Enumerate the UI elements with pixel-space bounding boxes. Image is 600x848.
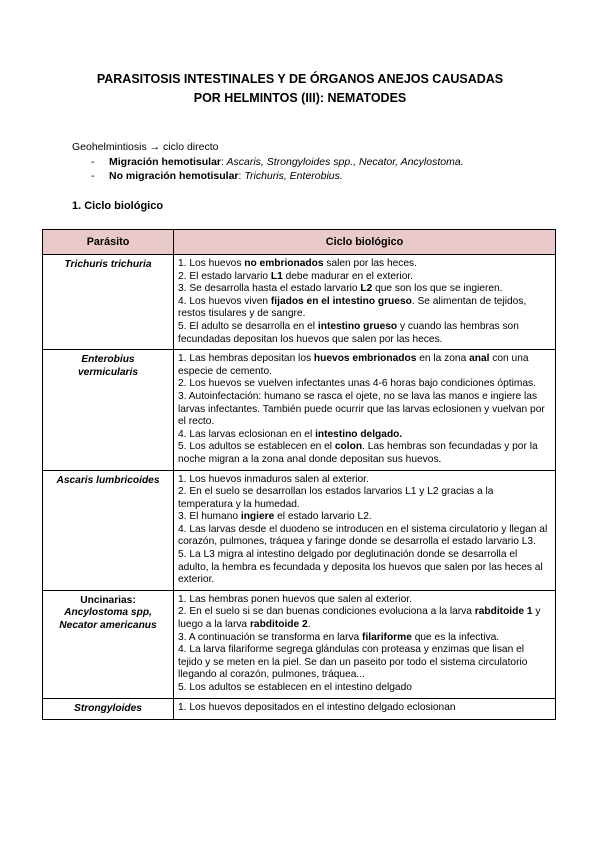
document-title [0,70,600,108]
cycle-step-text: salen por las heces. [323,258,417,269]
bullet-dash: - [91,170,95,182]
cycle-step-text: 3. Autoinfectación: humano se rasca el ojete, no se lava las manos e ingiere las larvas infectantes. También puede ocurrir que las larvas eclosionen y vuelvan por el recto. [178,390,545,428]
cycle-step-text: el estado larvario L2. [274,511,372,523]
cycle-step-emphasis: L1 [270,270,283,282]
cycle-step-text: 5. La L3 migra al intestino delgado por deglutinación donde se desarrolla el adulto, la hembra es fecundada y deposita los huevos que salen por las heces al exterior. [178,549,543,586]
cycle-step-text: que son los que se ingieren. [372,283,503,295]
parasite-cell [43,698,174,720]
cycle-cell [174,350,556,470]
intro-block [72,140,552,184]
cycle-step-emphasis: filariforme [362,631,412,643]
intro-heading: Geohelmintiosis → ciclo directo [72,141,219,153]
cycle-step-emphasis: rabditoide 2 [249,619,308,631]
cycle-step [178,271,550,284]
cycle-step-text: 1. Los huevos [178,258,245,269]
bullet-species: Trichuris, Enterobius. [241,170,343,182]
parasite-name: Ancylostoma spp, [64,607,152,619]
cycle-step [178,549,550,587]
cycle-step-text: 5. Los adultos se establecen en el intestino delgado [178,682,412,693]
cycle-step [178,391,550,429]
cycle-step-text: 5. El adulto se desarrolla en el [178,320,318,332]
cycle-cell [174,698,556,720]
cycle-step [178,321,550,346]
cycle-step-emphasis: colon [334,441,363,453]
cycle-step-text: 4. Los huevos viven [178,295,271,307]
cycle-step-emphasis: ingiere [240,511,275,523]
cycle-step [178,486,550,511]
cycle-step [178,378,550,391]
parasite-group-label: Uncinarias: [80,594,136,606]
cycle-cell [174,590,556,698]
cycle-step-text: 4. Las larvas eclosionan en el [178,428,316,440]
cycle-step-text: 1. Las hembras ponen huevos que salen al exterior. [178,593,412,605]
parasite-name: vermicularis [77,366,139,378]
cycle-step [178,283,550,296]
cycle-step-text: con una especie de cemento. [178,353,529,377]
bullet-separator: : [238,170,242,182]
cycle-step-text: 5. Los adultos se establecen en el [178,441,335,453]
bullet-label: No migración hemotisular [109,170,239,182]
title-line-1: PARASITOSIS INTESTINALES Y DE ÓRGANOS ANEJOS CAUSADAS [96,72,504,86]
cycle-step [178,474,550,487]
table-row [43,255,556,350]
cycle-step [178,258,550,271]
table-row [43,350,556,470]
cycle-step-text: 3. Se desarrolla hasta el estado larvario [178,283,361,295]
cycle-step-emphasis: rabditoide 1 [474,606,533,618]
cycle-step-text: 2. Los huevos se vuelven infectantes unas 4-6 horas bajo condiciones óptimas. [178,378,536,390]
parasite-name: Enterobius [81,354,135,366]
cycle-step [178,594,550,607]
parasite-cell [43,350,174,470]
cycle-step [178,441,550,466]
cycle-step-text: 4. Las larvas desde el duodeno se introducen en el sistema circulatorio y llegan al corazón, pulmones, tráquea y faringe donde se desarrolla el estado larvario L3. [178,523,548,548]
bullet-label: Migración hemotisular [109,155,222,168]
cycle-step-text: 2. En el suelo si se dan buenas condiciones evoluciona a la larva [178,606,475,618]
cycle-step-text: . Las hembras son fecundadas y por la noche migran a la zona anal donde depositan sus huevos. [178,441,538,465]
section-title: 1. Ciclo biológico [72,200,164,212]
parasite-name: Ascaris lumbricoides [56,474,160,486]
cycle-cell [174,255,556,350]
table-row [43,470,556,590]
cycle-step-emphasis: intestino grueso [317,320,398,332]
cycle-step-text: 1. Los huevos inmaduros salen al exterior. [178,473,369,485]
cycle-step [178,644,550,682]
cycle-step-emphasis: huevos embrionados [313,353,417,365]
cycle-step-emphasis: L2 [360,283,373,295]
cycle-cell [174,470,556,590]
table-header-row [43,230,556,255]
cycle-step-text: y cuando las hembras son fecundadas depositan los huevos que salen por las heces. [178,320,519,345]
cycle-step-text: 2. El estado larvario [178,270,271,282]
cycle-step-text: . Se alimentan de tejidos, restos tisulares y de sangre. [178,295,527,320]
bullet-separator: : [221,155,224,168]
cycle-step-text: 3. El humano [178,511,241,523]
bullet-species: Ascaris, Strongyloides spp., Necator, Ancylostoma. [223,155,464,168]
cycle-step-emphasis: anal [469,353,490,365]
cycle-step-emphasis: no embrionados [244,258,324,269]
table-row [43,698,556,720]
header-cycle: Ciclo biológico [174,230,556,255]
table-row [43,590,556,698]
cycle-step [178,702,550,715]
cycle-step [178,606,550,631]
cycle-step [178,511,550,524]
cycle-step-emphasis: intestino delgado. [315,428,403,440]
cycle-step-text: debe madurar en el exterior. [282,270,414,282]
parasite-cell [43,470,174,590]
cycle-step [178,524,550,549]
cycle-step [178,353,550,378]
cycle-step-text: y luego a la larva [178,606,541,631]
parasite-name: Necator americanus [59,620,157,632]
cycle-step [178,296,550,321]
life-cycle-table [42,229,556,720]
header-parasite: Parásito [43,230,174,255]
title-line-2: POR HELMINTOS (III): NEMATODES [193,91,407,105]
intro-bullet-list [72,155,552,184]
cycle-step-emphasis: fijados en el intestino grueso [270,295,412,307]
cycle-step-text: 2. En el suelo se desarrollan los estados larvarios L1 y L2 gracias a la temperatura y la humedad. [178,486,494,510]
cycle-step-text: que es la infectiva. [411,631,500,643]
cycle-step [178,632,550,645]
bullet-dash: - [91,155,95,168]
table-body [43,255,556,720]
cycle-step-text: 3. A continuación se transforma en larva [178,631,363,643]
parasite-cell [43,590,174,698]
cycle-step-text: 1. Las hembras depositan los [178,353,314,365]
cycle-step [178,682,550,695]
intro-bullet-migration [72,155,552,170]
parasite-name: Strongyloides [74,702,142,714]
cycle-step-text: en la zona [416,353,470,365]
cycle-step-text: 4. La larva filariforme segrega glándulas con proteasa y enzimas que lisan el tejido y se meten en la piel. Se dan un paseito por todo el sistema circulatorio llegando al corazón, pulmones, tráquea... [178,644,528,681]
cycle-step-text: . [307,619,311,631]
intro-bullet-no-migration [72,169,552,184]
parasite-cell [43,255,174,350]
cycle-step [178,429,550,442]
parasite-name: Trichuris trichuria [64,259,152,270]
cycle-step-text: 1. Los huevos depositados en el intestino delgado eclosionan [178,701,456,713]
